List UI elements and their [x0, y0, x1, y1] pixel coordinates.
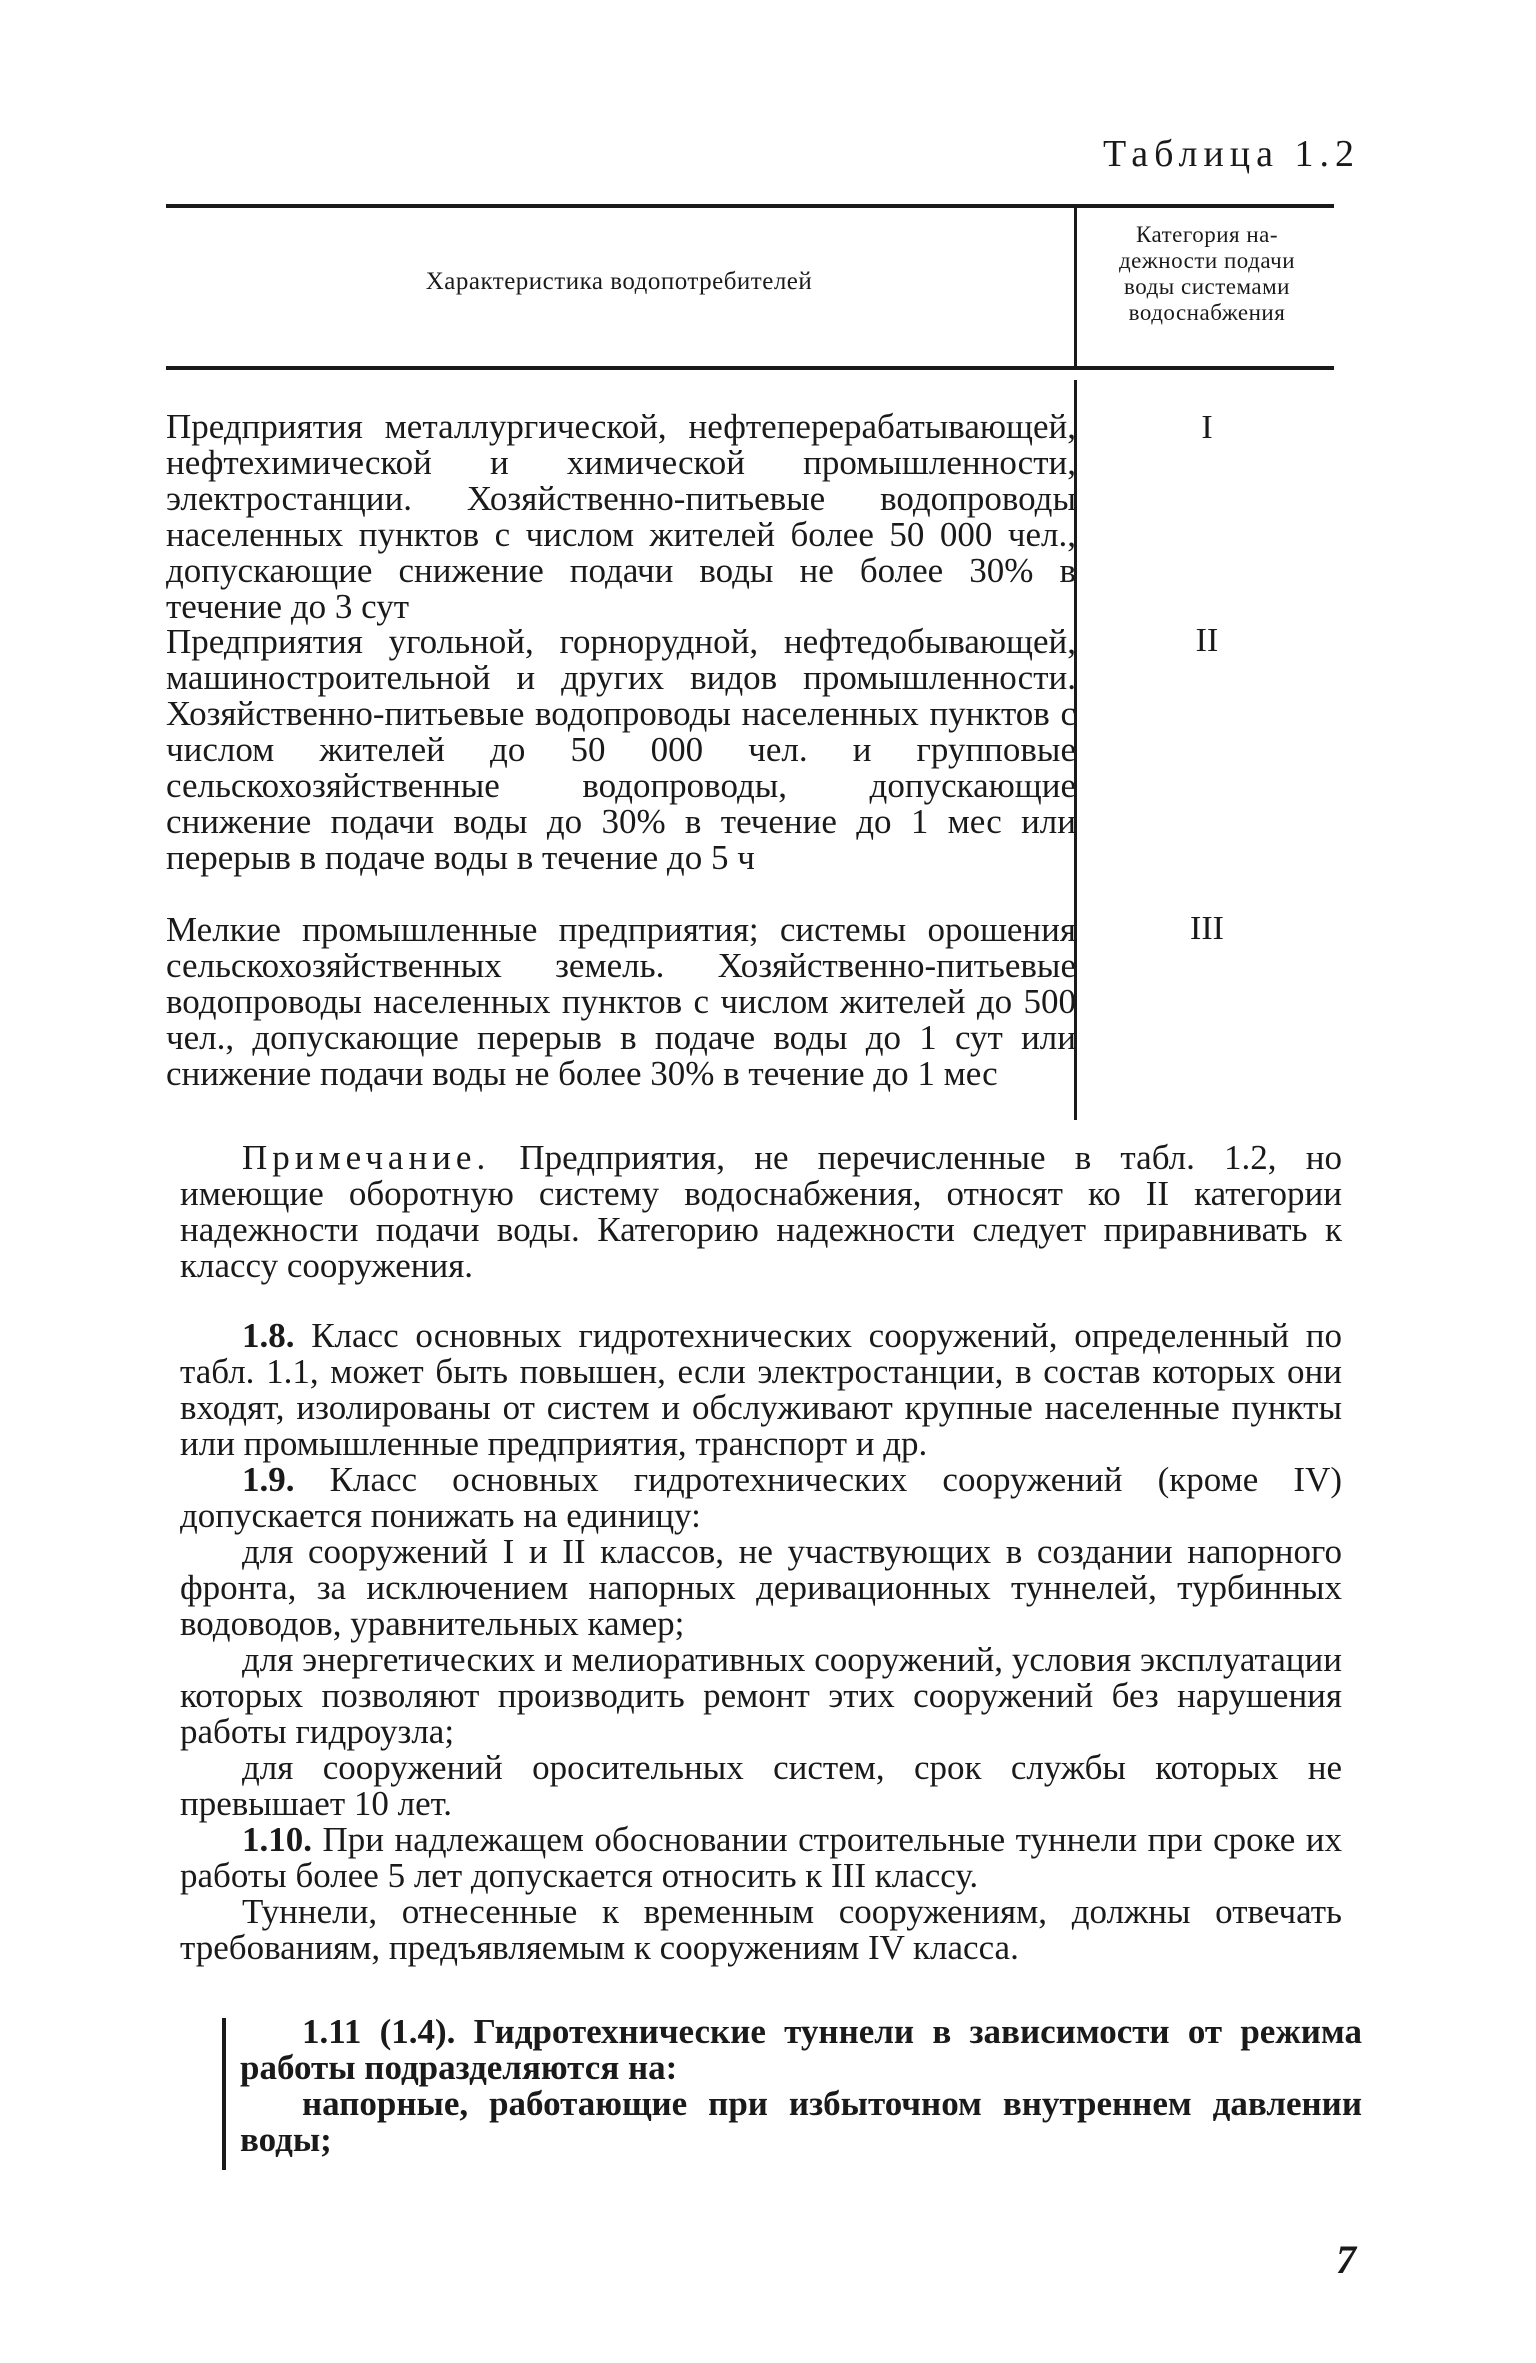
table-row-description: Мелкие промышленные предприятия; системы орошения сельскохозяйственных земель. Хозяйственно-питьевые водопроводы населенных пунктов с числом жителей до 500 чел., допускающие перерыв в подаче воды до 1 сут или снижение подачи воды не более 30% в течение до 1 мес — [166, 910, 1076, 1093]
list-item: для сооружений I и II классов, не участвующих в создании напорного фронта, за исключением напорных деривационных туннелей, турбинных водоводов, уравнительных камер; — [180, 1532, 1342, 1643]
table-header-category — [1082, 222, 1332, 326]
section-number: 1.11 (1.4). — [302, 2012, 456, 2051]
section-1-10 — [180, 1822, 1342, 1894]
header-line: дежности подачи — [1118, 248, 1295, 273]
table-row-description: Предприятия угольной, горнорудной, нефтедобывающей, машиностроительной и других видов промышленности. Хозяйственно-питьевые водопроводы населенных пунктов с числом жителей до 50 000 чел. и групповые сельскохозяйственные водопроводы, допускающие снижение подачи воды до 30% в течение до 1 мес или перерыв в подаче воды в течение до 5 ч — [166, 622, 1076, 877]
header-line: воды системами — [1124, 274, 1290, 299]
header-line: водоснабжения — [1128, 300, 1286, 325]
table-row-category: I — [1201, 409, 1213, 446]
section-text: Класс основных гидротехнических сооружений (кроме IV) допускается понижать на единицу: — [180, 1460, 1342, 1535]
section-1-11 — [240, 2014, 1362, 2158]
table-title: Таблица 1.2 — [1102, 133, 1360, 175]
header-line: Категория на- — [1135, 222, 1279, 247]
section-number: 1.8. — [242, 1316, 295, 1355]
section-1-9 — [180, 1462, 1342, 1534]
list-item: напорные, работающие при избыточном внутреннем давлении воды; — [240, 2084, 1362, 2159]
note-label: Примечание. — [242, 1138, 491, 1177]
section-1-11-lead — [240, 2014, 1362, 2086]
section-text: Гидротехнические туннели в зависимости от режима работы подразделяются на: — [240, 2012, 1362, 2087]
table-header-divider — [1074, 206, 1077, 366]
table-row-category: III — [1190, 910, 1224, 947]
section-1-10-paragraph: Туннели, отнесенные к временным сооружениям, должны отвечать требованиям, предъявляемым к сооружениям IV класса. — [180, 1892, 1342, 1967]
table-note — [180, 1140, 1342, 1284]
table-header-rule — [166, 366, 1334, 370]
section-number: 1.9. — [242, 1460, 295, 1499]
list-item: для сооружений оросительных систем, срок службы которых не превышает 10 лет. — [180, 1748, 1342, 1823]
sections-body — [180, 1318, 1342, 1966]
list-item: для энергетических и мелиоративных сооружений, условия эксплуатации которых позволяют производить ремонт этих сооружений без нарушения работы гидроузла; — [180, 1640, 1342, 1751]
section-text: При надлежащем обосновании строительные туннели при сроке их работы более 5 лет допускается относить к III классу. — [180, 1820, 1342, 1895]
note-text: Предприятия, не перечисленные в табл. 1.2, но имеющие оборотную систему водоснабжения, относят ко II категории надежности подачи воды. Категорию надежности следует приравнивать к классу сооружения. — [180, 1138, 1342, 1285]
table-header-characteristics: Характеристика водопотребителей — [425, 268, 813, 295]
page-number: 7 — [1336, 2237, 1356, 2282]
table-row-description: Предприятия металлургической, нефтеперерабатывающей, нефтехимической и химической промышленности, электростанции. Хозяйственно-питьевые водопроводы населенных пунктов с числом жителей более 50 000 чел., допускающие снижение подачи воды не более 30% в течение до 3 сут — [166, 407, 1076, 626]
section-1-8 — [180, 1318, 1342, 1462]
section-text: Класс основных гидротехнических сооружений, определенный по табл. 1.1, может быть повышен, если электростанции, в состав которых они входят, изолированы от систем и обслуживают крупные населенные пункты или промышленные предприятия, транспорт и др. — [180, 1316, 1342, 1463]
section-number: 1.10. — [242, 1820, 312, 1859]
revision-margin-bar — [222, 2018, 226, 2170]
table-row-category: II — [1195, 622, 1219, 659]
table-top-rule — [166, 204, 1334, 208]
